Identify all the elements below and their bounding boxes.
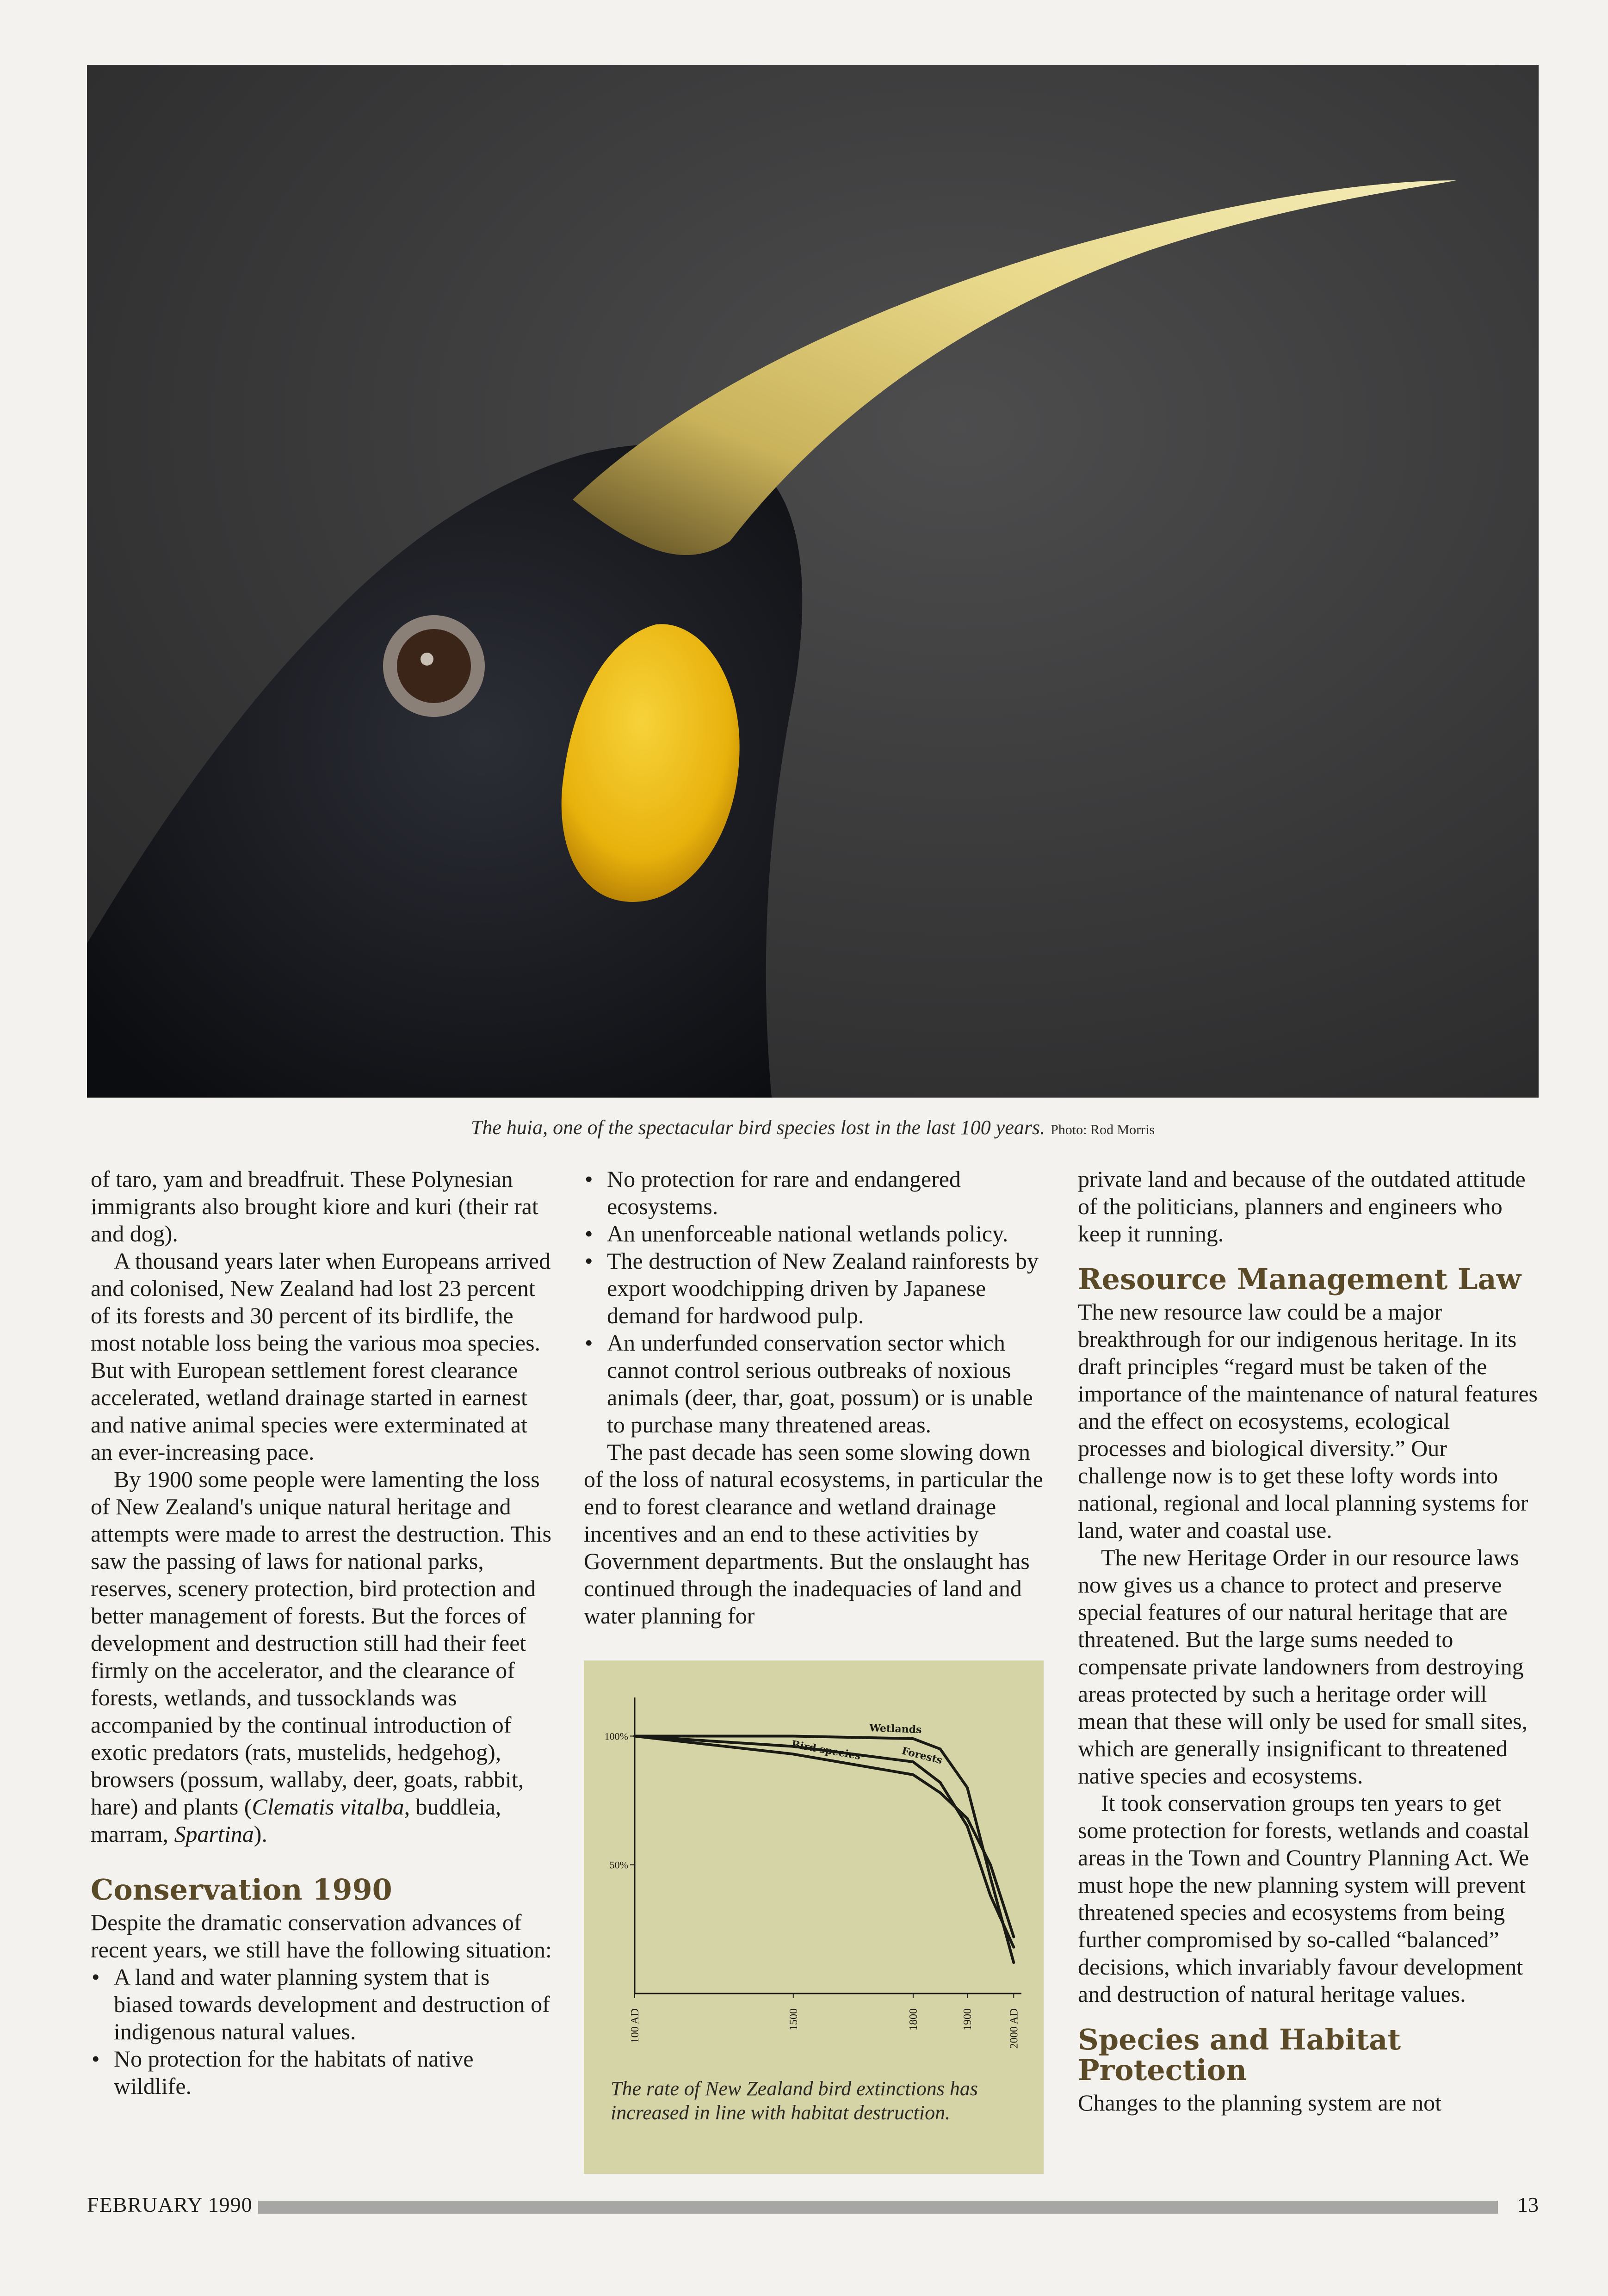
photo-caption	[87, 1116, 1539, 1139]
paragraph-text: , buddleia, marram,	[91, 1794, 501, 1847]
paragraph: The new resource law could be a major breakthrough for our indigenous heritage. In its draft principles “regard must be taken of the importance of the maintenance of natural features and the effect on ecosystems, ecological processes and biological diversity.” Our challenge now is to get these lofty words into national, regional and local planning systems for land, water and coastal use.	[1078, 1299, 1538, 1543]
section-heading: Species and Habitat Protection	[1078, 2023, 1401, 2087]
chart-canvas	[584, 1660, 1044, 2109]
x-tick-label: 1500	[787, 2008, 800, 2031]
paragraph-text: ).	[254, 1821, 267, 1847]
huia-photo	[87, 65, 1539, 1098]
species-name: Clematis vitalba	[252, 1794, 404, 1820]
paragraph: Changes to the planning system are not	[1078, 2090, 1441, 2116]
footer-rule	[258, 2201, 1498, 2214]
paragraph: A thousand years later when Europeans arrived and colonised, New Zealand had lost 23 percent of its forests and 30 percent of its birdlife, the most notable loss being the various moa species. But with European settlement forest clearance accelerated, wetland drainage started in earnest and native animal species were exterminated at an ever-increasing pace.	[91, 1248, 551, 1465]
list-item: • No protection for the habitats of native wildlife.	[91, 2045, 553, 2100]
page-number: 13	[1517, 2193, 1539, 2216]
paragraph: It took conservation groups ten years to get some protection for forests, wetlands and coastal areas in the Town and Country Planning Act. We must hope the new planning system will prevent threatened species and ecosystems from being further compromised by so-called “balanced” decisions, which invariably favour development and destruction of natural heritage values.	[1078, 1790, 1530, 2007]
huia-illustration	[87, 65, 1539, 1098]
list-item: • The destruction of New Zealand rainforests by export woodchipping driven by Japanese demand for hardwood pulp.	[584, 1247, 1049, 1329]
page-footer	[87, 2190, 1539, 2220]
series-line	[635, 1736, 1014, 1937]
series-line	[635, 1736, 1014, 1963]
photo-credit: Photo: Rod Morris	[1051, 1122, 1155, 1137]
list-item: • A land and water planning system that is biased towards development and destruction of indigenous natural values.	[91, 1963, 553, 2045]
x-tick-label: 1900	[961, 2008, 974, 2031]
y-tick-label: 100%	[604, 1730, 628, 1742]
bullet-list	[91, 1963, 553, 2100]
column-2	[584, 1166, 1049, 1629]
paragraph: private land and because of the outdated attitude of the politicians, planners and engineers who keep it running.	[1078, 1166, 1526, 1247]
series-line	[635, 1736, 1014, 1947]
list-item: • An unenforceable national wetlands policy.	[584, 1220, 1049, 1247]
section-heading: Conservation 1990	[91, 1873, 392, 1907]
paragraph: The past decade has seen some slowing down of the loss of natural ecosystems, in particular the end to forest clearance and wetland drainage incentives and an end to these activities by Government departments. But the onslaught has continued through the inadequacies of land and water planning for	[584, 1439, 1043, 1629]
extinction-chart	[584, 1660, 1044, 2174]
x-tick-label: 1800	[907, 2008, 920, 2031]
caption-text: The huia, one of the spectacular bird species lost in the last 100 years.	[470, 1116, 1045, 1139]
bullet-list	[584, 1166, 1049, 1438]
species-name: Spartina	[174, 1821, 254, 1847]
y-tick-label: 50%	[609, 1859, 628, 1871]
series-label: Wetlands	[869, 1722, 922, 1736]
chart-caption: The rate of New Zealand bird extinctions has increased in line with habitat destruction.	[611, 2077, 978, 2124]
series-label: Forests	[900, 1745, 944, 1767]
paragraph: of taro, yam and breadfruit. These Polynesian immigrants also brought kiore and kuri (their rat and dog).	[91, 1166, 538, 1247]
paragraph	[91, 1466, 553, 1848]
section-heading: Resource Management Law	[1078, 1262, 1521, 1296]
paragraph: Despite the dramatic conservation advances of recent years, we still have the following situation:	[91, 1909, 552, 1963]
list-item: • No protection for rare and endangered ecosystems.	[584, 1166, 1049, 1220]
issue-date: FEBRUARY 1990	[87, 2193, 253, 2216]
series-label: Bird species	[790, 1738, 862, 1763]
column-3	[1078, 1166, 1540, 2117]
paragraph: The new Heritage Order in our resource laws now gives us a chance to protect and preserve special features of our natural heritage that are threatened. But the large sums needed to compensate private landowners from destroying areas protected by such a heritage order will mean that these will only be used for small sites, which are generally insignificant to threatened native species and ecosystems.	[1078, 1544, 1528, 1789]
list-item: • An underfunded conservation sector which cannot control serious outbreaks of noxious animals (deer, thar, goat, possum) or is unable to purchase many threatened areas.	[584, 1329, 1049, 1438]
column-1	[91, 1166, 553, 2100]
paragraph-text: By 1900 some people were lamenting the loss of New Zealand's unique natural heritage and attempts were made to arrest the destruction. This saw the passing of laws for national parks, reserves, scenery protection, bird protection and better management of forests. But the forces of development and destruction still had their feet firmly on the accelerator, and the clearance of forests, wetlands, and tussocklands was accompanied by the continual introduction of exotic predators (rats, mustelids, hedgehog), browsers (possum, wallaby, deer, goats, rabbit, hare) and plants (	[91, 1466, 551, 1820]
x-tick-label: 2000 AD	[1008, 2008, 1020, 2049]
x-tick-label: 100 AD	[629, 2008, 641, 2043]
